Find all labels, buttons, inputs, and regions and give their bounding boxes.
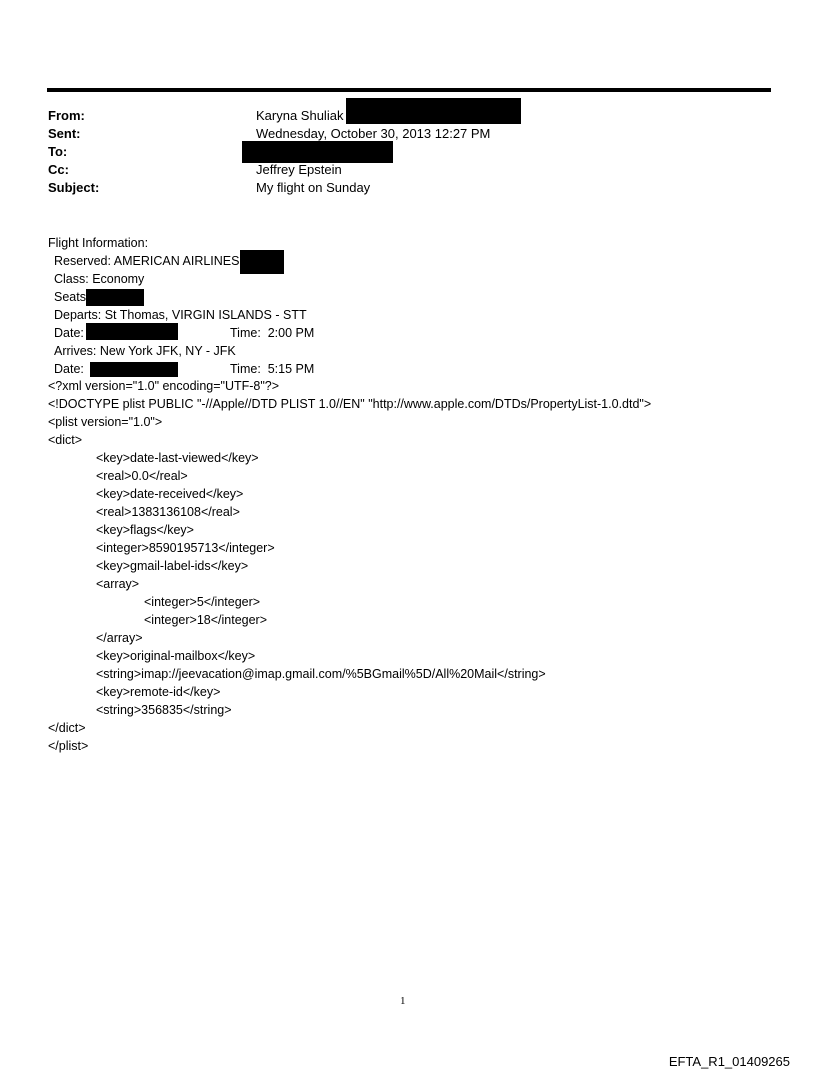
plist-line: <string>356835</string> [96,703,232,717]
header-rule [47,88,771,92]
redaction-from-email [346,98,521,124]
plist-line: <?xml version="1.0" encoding="UTF-8"?> [48,379,280,393]
cc-value: Jeffrey Epstein [256,162,342,177]
page-number: 1 [400,995,406,1007]
plist-line: <key>flags</key> [96,523,194,537]
flight-class: Class: Economy [54,272,145,286]
redaction-seats [86,289,144,306]
plist-line: <real>1383136108</real> [96,505,240,519]
plist-line: </plist> [48,739,89,753]
plist-line: <!DOCTYPE plist PUBLIC "-//Apple//DTD PLIST 1.0//EN" "http://www.apple.com/DTDs/PropertyList-1.0.dtd"> [48,397,652,411]
sent-value: Wednesday, October 30, 2013 12:27 PM [256,126,491,141]
flight-seats: Seats [54,290,86,304]
flight-heading: Flight Information: [48,236,149,250]
plist-line: <integer>8590195713</integer> [96,541,275,555]
from-label: From: [48,108,85,123]
from-value: Karyna Shuliak [256,108,344,123]
plist-line: <integer>18</integer> [144,613,268,627]
plist-line: <integer>5</integer> [144,595,261,609]
plist-line: <key>original-mailbox</key> [96,649,256,663]
flight-reserved: Reserved: AMERICAN AIRLINES [54,254,240,268]
flight-arrives: Arrives: New York JFK, NY - JFK [54,344,236,358]
plist-line: <string>imap://jeevacation@imap.gmail.com/%5BGmail%5D/All%20Mail</string> [96,667,546,681]
redaction-date2 [90,362,178,377]
redaction-confirmation [240,250,284,274]
plist-line: <key>gmail-label-ids</key> [96,559,249,573]
document-id: EFTA_R1_01409265 [668,1054,790,1069]
plist-line: <real>0.0</real> [96,469,188,483]
plist-line: </dict> [48,721,86,735]
flight-time1: Time: 2:00 PM [230,326,315,340]
flight-date2-label: Date: [54,362,84,376]
plist-line: <key>remote-id</key> [96,685,221,699]
plist-line: </array> [96,631,143,645]
plist-line: <array> [96,577,140,591]
flight-time2: Time: 5:15 PM [230,362,315,376]
redaction-date1 [86,323,178,340]
plist-line: <plist version="1.0"> [48,415,163,429]
flight-date1-label: Date: [54,326,84,340]
plist-line: <key>date-received</key> [96,487,244,501]
flight-departs: Departs: St Thomas, VIRGIN ISLANDS - STT [54,308,307,322]
plist-line: <dict> [48,433,83,447]
sent-label: Sent: [48,126,81,141]
cc-label: Cc: [48,162,69,177]
subject-label: Subject: [48,180,100,195]
to-label: To: [48,144,68,159]
plist-line: <key>date-last-viewed</key> [96,451,259,465]
redaction-to [242,141,393,163]
subject-value: My flight on Sunday [256,180,371,195]
